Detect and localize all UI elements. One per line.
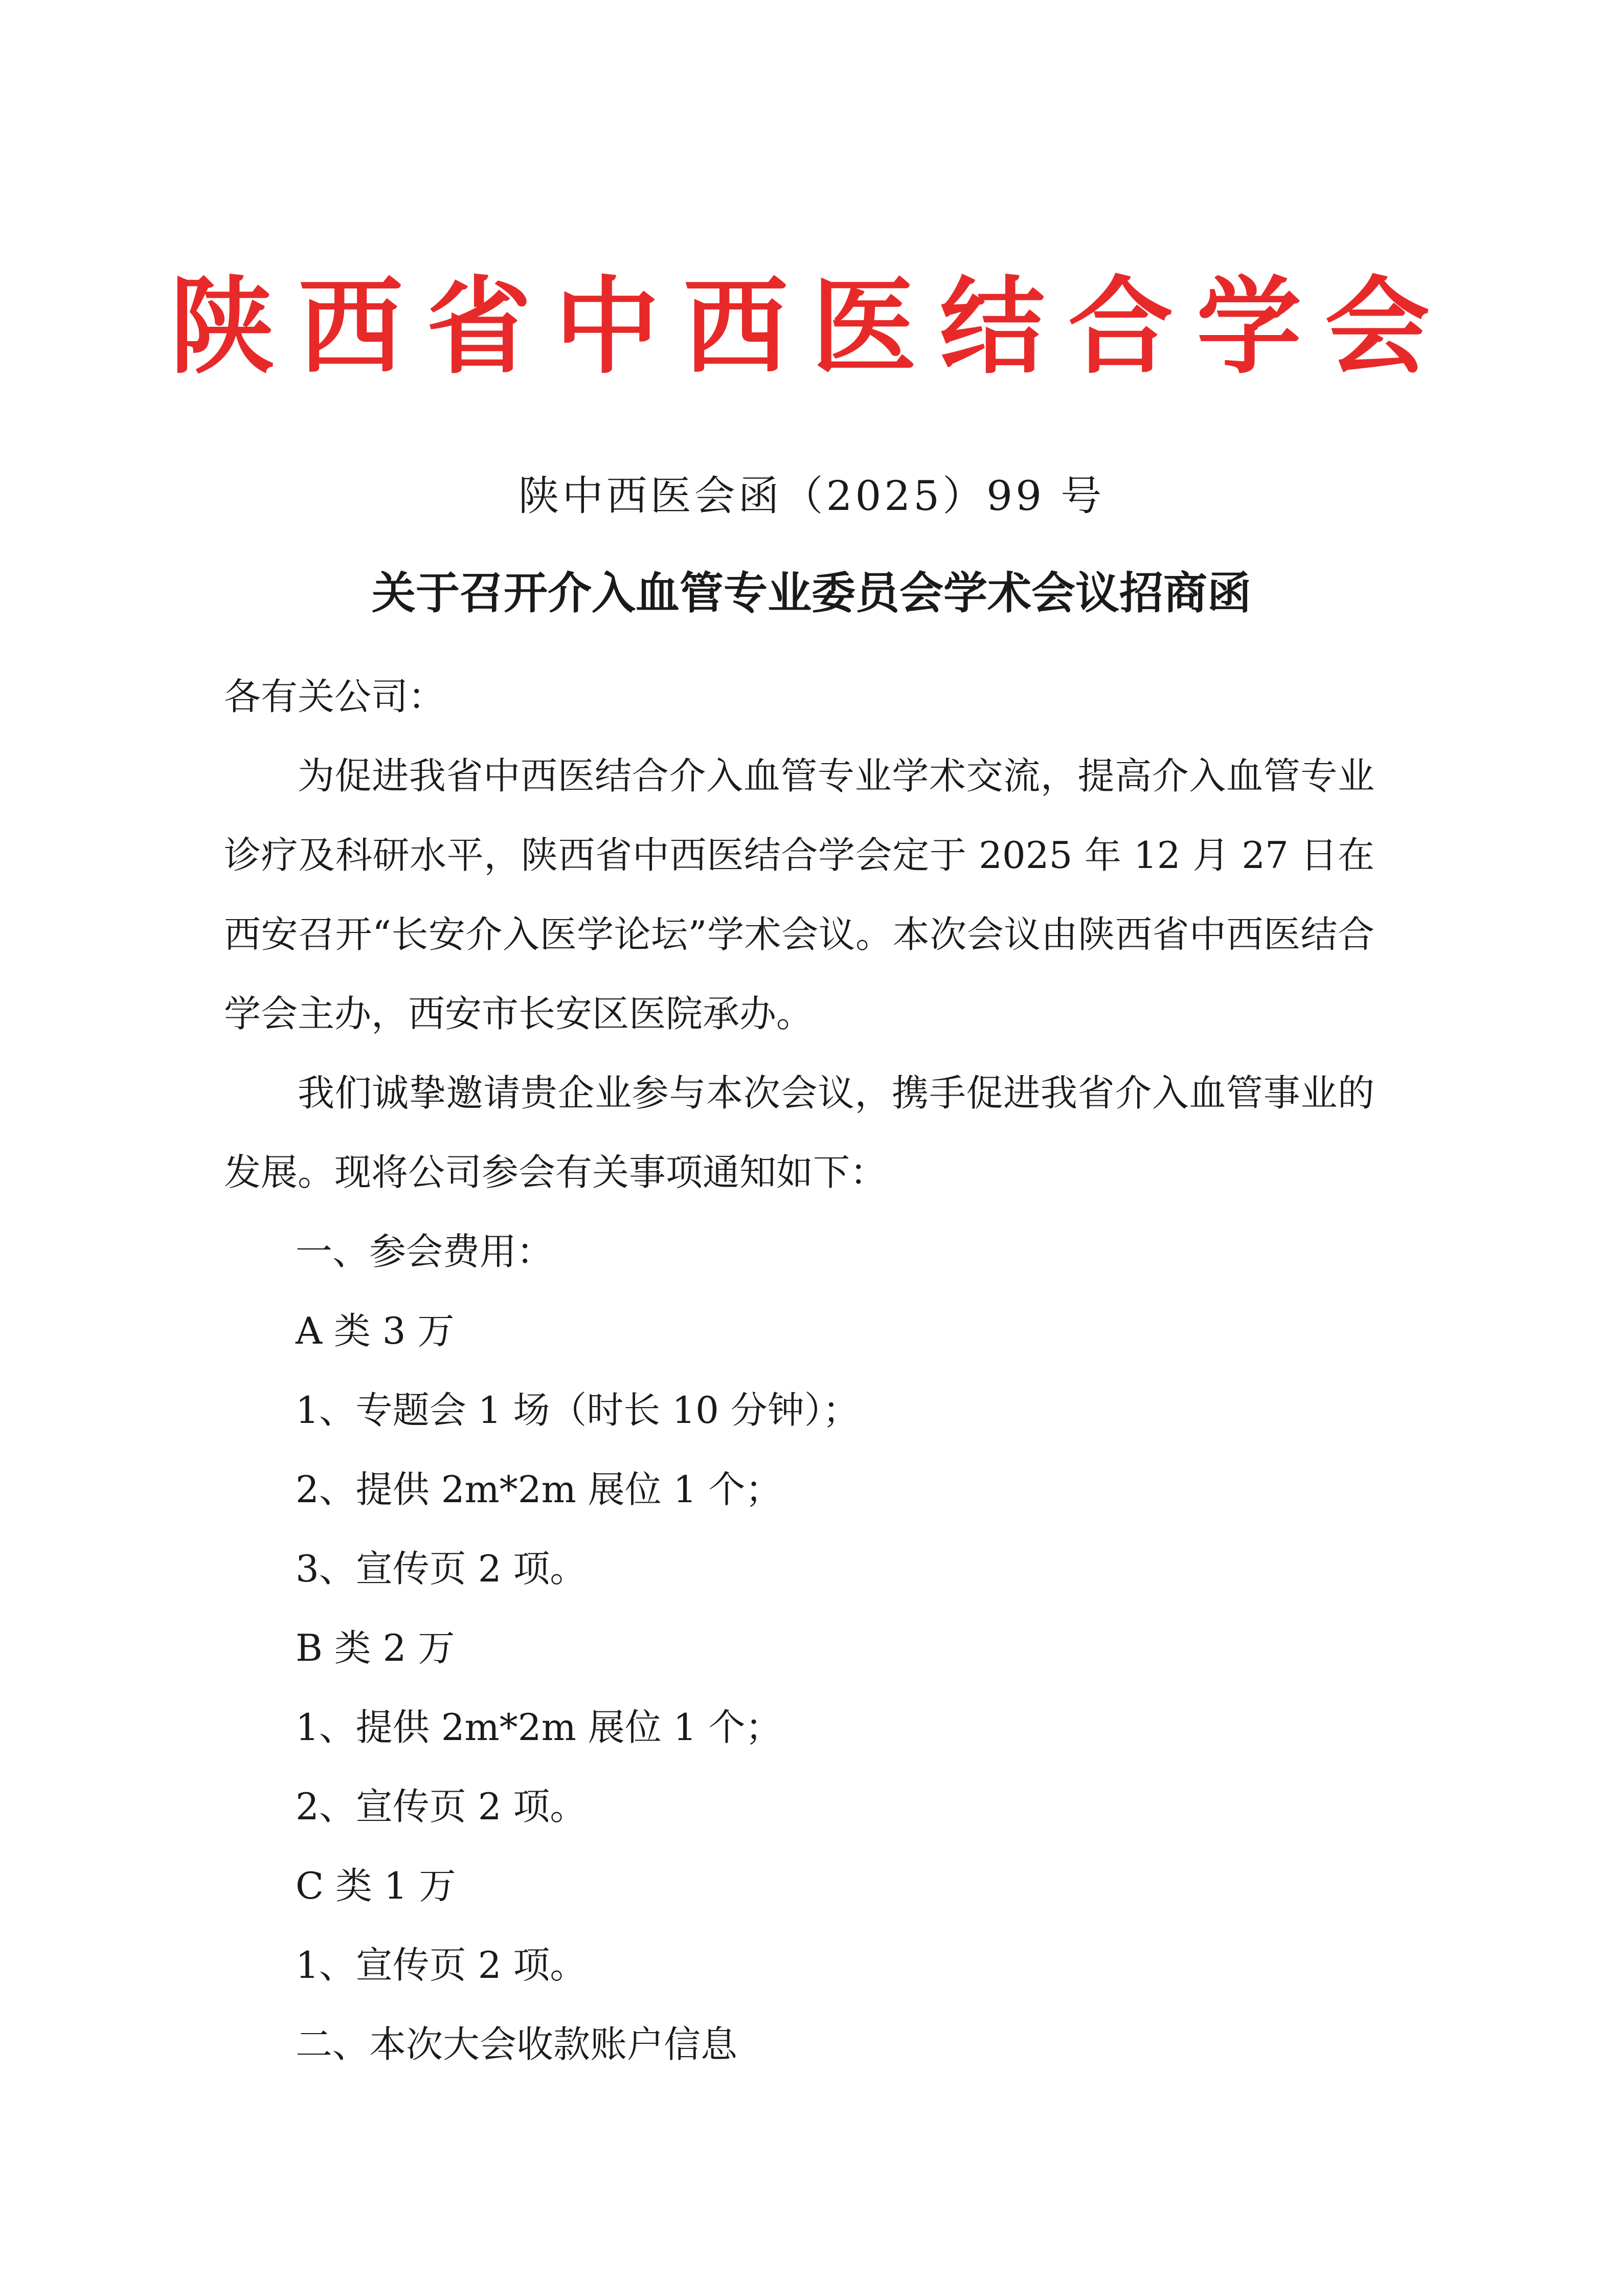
tier-a-item: 1、专题会 1 场（时长 10 分钟）； <box>296 1389 860 1432</box>
tier-b-item: 1、提供 2m*2m 展位 1 个； <box>296 1706 782 1749</box>
tier-a-item: 3、宣传页 2 项。 <box>296 1547 587 1590</box>
document-body <box>224 657 1374 2084</box>
paragraph-invitation: 我们诚挚邀请贵企业参与本次会议，携手促进我省介入血管事业的发展。现将公司参会有关事项通知如下： <box>224 1072 1374 1194</box>
section-heading-account: 二、本次大会收款账户信息 <box>296 2023 738 2066</box>
tier-a-item: 2、提供 2m*2m 展位 1 个； <box>296 1468 782 1511</box>
tier-c-heading: C 类 1 万 <box>296 1864 456 1907</box>
tier-c-item: 1、宣传页 2 项。 <box>296 1944 587 1987</box>
document-title: 关于召开介入血管专业委员会学术会议招商函 <box>372 567 1251 619</box>
organization-letterhead: 陕西省中西医结合学会 <box>170 266 1453 388</box>
paragraph-intro: 为促进我省中西医结合介入血管专业学术交流，提高介入血管专业诊疗及科研水平，陕西省中西医结合学会定于 2025 年 12 月 27 日在西安召开“长安介入医学论坛”学术会议。本次会议由陕西省中西医结合学会主办，西安市长安区医院承办。 <box>224 754 1374 1035</box>
salutation: 各有关公司： <box>224 675 445 718</box>
document-number: 陕中西医会函（2025）99 号 <box>518 472 1105 520</box>
section-heading-fees: 一、参会费用： <box>296 1230 554 1273</box>
tier-b-item: 2、宣传页 2 项。 <box>296 1785 587 1828</box>
tier-a-heading: A 类 3 万 <box>296 1309 455 1352</box>
tier-b-heading: B 类 2 万 <box>296 1626 455 1669</box>
